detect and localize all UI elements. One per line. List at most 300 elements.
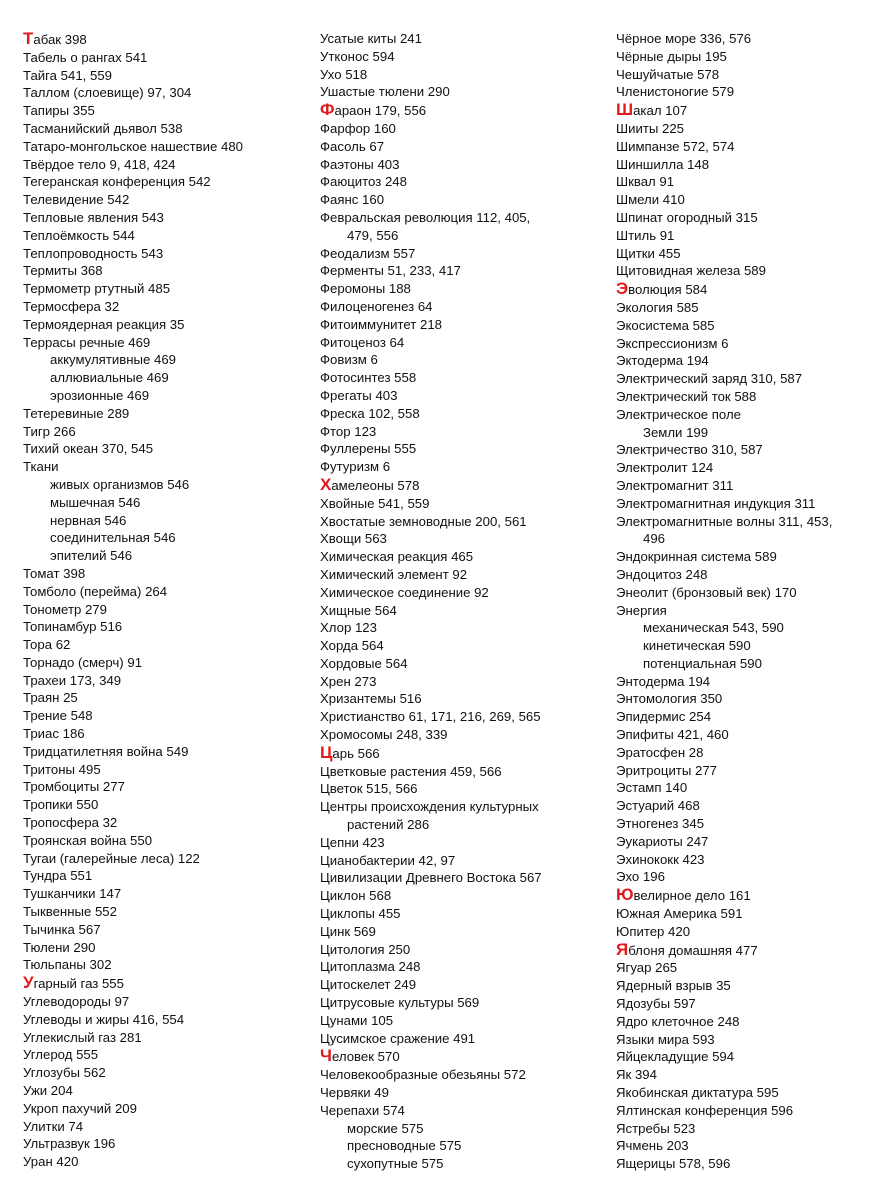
- entry-text: Тасманийский дьявол 538: [23, 120, 183, 136]
- index-entry: [616, 1102, 888, 1120]
- index-entry: [23, 67, 313, 85]
- entry-text: Хромосомы 248, 339: [320, 727, 448, 743]
- entry-text: Фаюцитоз 248: [320, 174, 407, 190]
- entry-text: Фреска 102, 558: [320, 405, 420, 421]
- entry-text: Христианство 61, 171, 216, 269, 565: [320, 709, 541, 725]
- index-entry: [320, 655, 610, 673]
- index-entry: [23, 102, 313, 120]
- entry-text: Ядозубы 597: [616, 996, 696, 1012]
- entry-text: Ультразвук 196: [23, 1136, 116, 1152]
- entry-text: Тигр 266: [23, 423, 76, 439]
- entry-text: Цусимское сражение 491: [320, 1030, 476, 1046]
- index-entry: [23, 298, 313, 316]
- entry-text: Цепни 423: [320, 834, 385, 850]
- index-entry: [23, 1100, 313, 1118]
- entry-text: Фитоиммунитет 218: [320, 316, 443, 332]
- entry-text: Тромбоциты 277: [23, 779, 125, 795]
- entry-text: Тайга 541, 559: [23, 67, 113, 83]
- entry-text: Хвойные 541, 559: [320, 495, 430, 511]
- index-entry: [23, 956, 313, 974]
- index-entry: [616, 66, 888, 84]
- entry-text: акал 107: [633, 103, 688, 119]
- index-entry: [616, 120, 888, 138]
- index-entry: [616, 1137, 888, 1155]
- index-letter-entry: [616, 886, 888, 905]
- entry-text: Фовизм 6: [320, 352, 378, 368]
- entry-text: Тычинка 567: [23, 921, 101, 937]
- index-entry: [23, 903, 313, 921]
- entry-text: живых организмов 546: [50, 476, 190, 492]
- index-entry: [23, 280, 313, 298]
- index-column-2: [320, 30, 610, 1173]
- index-entry-continuation: [320, 816, 610, 834]
- entry-text: Червяки 49: [320, 1085, 389, 1101]
- entry-text: пресноводные 575: [347, 1138, 462, 1154]
- index-entry: [320, 316, 610, 334]
- entry-text: Шпинат огородный 315: [616, 209, 758, 225]
- index-entry: [616, 459, 888, 477]
- index-entry: [616, 762, 888, 780]
- section-initial-letter: Э: [616, 279, 629, 299]
- index-entry: [320, 690, 610, 708]
- entry-text: блоня домашняя 477: [628, 942, 758, 958]
- entry-text: Тушканчики 147: [23, 886, 122, 902]
- index-entry: [23, 1153, 313, 1171]
- index-entry: [23, 227, 313, 245]
- index-entry: [320, 852, 610, 870]
- entry-text: Экология 585: [616, 299, 699, 315]
- entry-text: Фасоль 67: [320, 138, 385, 154]
- entry-text: Цианобактерии 42, 97: [320, 852, 456, 868]
- entry-text: Хризантемы 516: [320, 691, 422, 707]
- entry-text: Томат 398: [23, 565, 86, 581]
- index-entry: [23, 1082, 313, 1100]
- index-subentry: [23, 387, 313, 405]
- index-entry: [320, 673, 610, 691]
- entry-text: Хвощи 563: [320, 531, 387, 547]
- entry-text: Хвостатые земноводные 200, 561: [320, 513, 527, 529]
- entry-text: Яйцекладущие 594: [616, 1049, 735, 1065]
- entry-text: Шиншилла 148: [616, 156, 710, 172]
- index-entry: [320, 458, 610, 476]
- index-entry: [23, 423, 313, 441]
- index-entry: [23, 672, 313, 690]
- index-entry: [320, 708, 610, 726]
- index-entry: [616, 317, 888, 335]
- index-entry: [23, 1046, 313, 1064]
- index-entry: [616, 566, 888, 584]
- section-initial-letter: У: [23, 973, 34, 993]
- entry-text: Твёрдое тело 9, 418, 424: [23, 156, 176, 172]
- entry-text: Тетеревиные 289: [23, 405, 130, 421]
- index-entry: [23, 1135, 313, 1153]
- index-entry: [320, 834, 610, 852]
- entry-text: Ужи 204: [23, 1083, 73, 1099]
- entry-text: Химическое соединение 92: [320, 584, 489, 600]
- entry-text: велирное дело 161: [633, 888, 751, 904]
- entry-text: Эритроциты 277: [616, 762, 717, 778]
- entry-text: Утконос 594: [320, 48, 395, 64]
- entry-text: Эндокринная система 589: [616, 549, 777, 565]
- index-entry: [616, 209, 888, 227]
- section-initial-letter: Ф: [320, 100, 335, 120]
- index-entry: [23, 814, 313, 832]
- entry-text: Шмели 410: [616, 192, 685, 208]
- entry-text: Цитоскелет 249: [320, 977, 417, 993]
- index-entry: [320, 763, 610, 781]
- entry-text: Эхо 196: [616, 869, 665, 885]
- entry-text: Феодализм 557: [320, 245, 416, 261]
- index-entry: [616, 1031, 888, 1049]
- index-entry: [616, 388, 888, 406]
- index-entry: [616, 851, 888, 869]
- index-entry: [320, 566, 610, 584]
- entry-text: Тыквенные 552: [23, 904, 117, 920]
- entry-text: Энеолит (бронзовый век) 170: [616, 584, 797, 600]
- entry-text: Южная Америка 591: [616, 906, 743, 922]
- index-entry: [23, 583, 313, 601]
- entry-text: абак 398: [33, 32, 87, 47]
- entry-text: Этногенез 345: [616, 816, 705, 832]
- entry-text: мышечная 546: [50, 494, 141, 510]
- entry-text: растений 286: [347, 817, 430, 833]
- entry-text: Фуллерены 555: [320, 441, 417, 457]
- entry-text: сухопутные 575: [347, 1156, 444, 1172]
- entry-text: Тугаи (галерейные леса) 122: [23, 850, 200, 866]
- entry-text: Электричество 310, 587: [616, 442, 763, 458]
- index-entry: [616, 1084, 888, 1102]
- entry-text: Хорда 564: [320, 638, 384, 654]
- index-subentry: [23, 494, 313, 512]
- entry-text: Цитология 250: [320, 941, 411, 957]
- entry-text: Як 394: [616, 1067, 657, 1083]
- entry-text: Тюлени 290: [23, 939, 96, 955]
- entry-text: Химическая реакция 465: [320, 549, 474, 565]
- entry-text: Эстамп 140: [616, 780, 688, 796]
- entry-text: Экосистема 585: [616, 317, 715, 333]
- entry-text: Хищные 564: [320, 602, 397, 618]
- index-entry: [23, 565, 313, 583]
- entry-text: Цунами 105: [320, 1012, 394, 1028]
- entry-text: механическая 543, 590: [643, 620, 784, 636]
- index-entry: [320, 351, 610, 369]
- entry-text: Углозубы 562: [23, 1065, 106, 1081]
- index-letter-entry: [320, 476, 610, 495]
- entry-text: Тонометр 279: [23, 601, 107, 617]
- entry-text: Энергия: [616, 602, 667, 618]
- index-subentry: [23, 547, 313, 565]
- index-entry: [320, 245, 610, 263]
- entry-text: Электрический ток 588: [616, 388, 757, 404]
- entry-text: Центры происхождения культурных: [320, 799, 539, 815]
- section-initial-letter: Ш: [616, 100, 634, 120]
- entry-text: Цинк 569: [320, 923, 376, 939]
- section-initial-letter: Ц: [320, 742, 333, 762]
- index-entry: [23, 334, 313, 352]
- index-entry: [320, 191, 610, 209]
- entry-text: Тропики 550: [23, 797, 99, 813]
- index-entry: [616, 299, 888, 317]
- index-entry: [320, 905, 610, 923]
- index-entry: [616, 173, 888, 191]
- index-entry: [616, 833, 888, 851]
- entry-text: Тапиры 355: [23, 103, 95, 119]
- entry-text: Энтомология 350: [616, 691, 723, 707]
- entry-text: Углеводы и жиры 416, 554: [23, 1011, 185, 1027]
- index-entry: [616, 690, 888, 708]
- index-entry: [320, 405, 610, 423]
- index-entry: [616, 1066, 888, 1084]
- index-entry: [616, 1120, 888, 1138]
- index-entry: [616, 48, 888, 66]
- index-entry: [23, 832, 313, 850]
- entry-text: Цветок 515, 566: [320, 781, 418, 797]
- entry-text: Тегеранская конференция 542: [23, 174, 211, 190]
- entry-text: Ястребы 523: [616, 1120, 696, 1136]
- index-entry: [23, 138, 313, 156]
- entry-text: эпителий 546: [50, 548, 133, 564]
- entry-text: Уран 420: [23, 1154, 79, 1170]
- index-entry: [616, 513, 888, 531]
- entry-text: Тритоны 495: [23, 761, 101, 777]
- index-entry: [23, 84, 313, 102]
- entry-text: Ткани: [23, 459, 59, 475]
- index-entry: [320, 48, 610, 66]
- entry-text: кинетическая 590: [643, 638, 751, 654]
- entry-text: Термосфера 32: [23, 298, 120, 314]
- entry-text: Террасы речные 469: [23, 334, 151, 350]
- entry-text: Ядро клеточное 248: [616, 1013, 740, 1029]
- index-entry: [616, 370, 888, 388]
- index-entry: [23, 156, 313, 174]
- entry-text: Траян 25: [23, 690, 78, 706]
- entry-text: Хордовые 564: [320, 655, 408, 671]
- entry-text: Чёрные дыры 195: [616, 48, 727, 64]
- index-entry: [320, 83, 610, 101]
- entry-text: Цветковые растения 459, 566: [320, 763, 502, 779]
- entry-text: амелеоны 578: [331, 477, 420, 493]
- section-initial-letter: Х: [320, 474, 332, 494]
- entry-text: потенциальная 590: [643, 655, 762, 671]
- entry-text: Щитовидная железа 589: [616, 263, 766, 279]
- index-entry: [320, 120, 610, 138]
- entry-text: Шимпанзе 572, 574: [616, 138, 735, 154]
- index-entry: [616, 191, 888, 209]
- index-entry: [23, 245, 313, 263]
- index-entry: [616, 905, 888, 923]
- entry-text: Трение 548: [23, 708, 93, 724]
- index-entry: [616, 262, 888, 280]
- entry-text: Телевидение 542: [23, 192, 130, 208]
- index-entry: [23, 867, 313, 885]
- index-entry: [23, 458, 313, 476]
- index-entry: [23, 618, 313, 636]
- index-letter-entry: [616, 941, 888, 960]
- index-entry: [320, 619, 610, 637]
- index-entry: [23, 191, 313, 209]
- entry-text: Экспрессионизм 6: [616, 335, 729, 351]
- entry-text: арь 566: [332, 745, 380, 761]
- entry-text: Тридцатилетняя война 549: [23, 743, 189, 759]
- index-entry: [23, 850, 313, 868]
- entry-text: Химический элемент 92: [320, 566, 468, 582]
- entry-text: Термометр ртутный 485: [23, 281, 171, 297]
- entry-text: Хрен 273: [320, 673, 377, 689]
- index-letter-entry: [320, 1047, 610, 1066]
- index-entry: [320, 923, 610, 941]
- index-column-1: [23, 30, 313, 1171]
- entry-text: Шквал 91: [616, 174, 675, 190]
- index-entry: [23, 743, 313, 761]
- index-entry: [320, 726, 610, 744]
- entry-text: Электромагнит 311: [616, 477, 734, 493]
- entry-text: Томболо (перейма) 264: [23, 583, 168, 599]
- entry-text: Фитоценоз 64: [320, 334, 405, 350]
- index-entry: [616, 708, 888, 726]
- index-entry: [616, 923, 888, 941]
- index-entry: [616, 335, 888, 353]
- entry-text: Теплоёмкость 544: [23, 227, 135, 243]
- entry-text: Ферменты 51, 233, 417: [320, 263, 461, 279]
- entry-text: Термоядерная реакция 35: [23, 316, 185, 332]
- index-entry: [320, 495, 610, 513]
- entry-text: Хлор 123: [320, 620, 377, 636]
- entry-text: нервная 546: [50, 512, 127, 528]
- index-entry: [320, 1066, 610, 1084]
- index-entry: [616, 797, 888, 815]
- entry-text: Юпитер 420: [616, 923, 691, 939]
- index-entry: [616, 227, 888, 245]
- entry-text: Торнадо (смерч) 91: [23, 654, 143, 670]
- entry-text: Языки мира 593: [616, 1031, 715, 1047]
- entry-text: Филоценогенез 64: [320, 298, 433, 314]
- index-entry: [23, 262, 313, 280]
- entry-text: Фтор 123: [320, 423, 377, 439]
- index-entry: [320, 1084, 610, 1102]
- index-entry: [616, 441, 888, 459]
- index-entry: [616, 959, 888, 977]
- index-entry: [616, 1048, 888, 1066]
- entry-text: Эпидермис 254: [616, 709, 712, 725]
- index-entry: [616, 138, 888, 156]
- index-letter-entry: [320, 744, 610, 763]
- entry-text: Тундра 551: [23, 868, 93, 884]
- entry-text: Углерод 555: [23, 1047, 99, 1063]
- entry-text: Якобинская диктатура 595: [616, 1085, 779, 1101]
- index-entry: [23, 405, 313, 423]
- entry-text: Тропосфера 32: [23, 815, 118, 831]
- entry-text: Эндоцитоз 248: [616, 566, 708, 582]
- index-entry: [320, 262, 610, 280]
- index-entry: [320, 440, 610, 458]
- entry-text: Эпифиты 421, 460: [616, 727, 729, 743]
- index-entry: [23, 49, 313, 67]
- index-entry-continuation: [616, 530, 888, 548]
- index-entry: [23, 209, 313, 227]
- index-entry: [23, 796, 313, 814]
- index-subentry: [320, 1137, 610, 1155]
- index-entry: [23, 725, 313, 743]
- index-subentry: [23, 476, 313, 494]
- entry-text: Фаэтоны 403: [320, 156, 400, 172]
- entry-text: Фарфор 160: [320, 120, 396, 136]
- index-entry: [616, 779, 888, 797]
- index-entry-continuation: [320, 227, 610, 245]
- index-letter-entry: [23, 974, 313, 993]
- entry-text: Эстуарий 468: [616, 798, 700, 814]
- entry-text: Табель о рангах 541: [23, 49, 148, 65]
- index-entry: [320, 958, 610, 976]
- index-entry: [616, 156, 888, 174]
- entry-text: Электрическое поле: [616, 406, 741, 422]
- index-entry: [320, 994, 610, 1012]
- index-entry: [616, 744, 888, 762]
- index-entry: [616, 584, 888, 602]
- entry-text: еловек 570: [331, 1049, 400, 1065]
- index-entry: [23, 778, 313, 796]
- entry-text: Тихий океан 370, 545: [23, 441, 154, 457]
- index-entry: [616, 406, 888, 424]
- entry-text: Ягуар 265: [616, 960, 678, 976]
- entry-text: Цивилизации Древнего Востока 567: [320, 870, 542, 886]
- entry-text: 496: [643, 531, 666, 547]
- index-entry: [23, 689, 313, 707]
- index-entry: [320, 423, 610, 441]
- index-subentry: [616, 619, 888, 637]
- index-entry: [616, 245, 888, 263]
- index-entry: [23, 921, 313, 939]
- index-letter-entry: [23, 30, 313, 49]
- entry-text: волюция 584: [628, 282, 708, 298]
- index-letter-entry: [616, 280, 888, 299]
- index-entry: [23, 707, 313, 725]
- entry-text: Черепахи 574: [320, 1102, 405, 1118]
- index-entry: [320, 780, 610, 798]
- index-entry: [320, 280, 610, 298]
- entry-text: Углеводороды 97: [23, 994, 130, 1010]
- entry-text: араон 179, 556: [334, 103, 427, 119]
- section-initial-letter: Я: [616, 939, 629, 959]
- index-entry: [23, 316, 313, 334]
- entry-text: гарный газ 555: [33, 976, 124, 992]
- index-entry: [616, 352, 888, 370]
- index-entry: [616, 673, 888, 691]
- index-subentry: [23, 512, 313, 530]
- entry-text: Теплопроводность 543: [23, 245, 164, 261]
- index-entry: [320, 548, 610, 566]
- index-entry: [23, 120, 313, 138]
- entry-text: Фотосинтез 558: [320, 370, 417, 386]
- index-entry: [320, 1030, 610, 1048]
- index-entry: [616, 1155, 888, 1173]
- index-entry: [23, 1118, 313, 1136]
- index-entry: [320, 369, 610, 387]
- entry-text: Февральская революция 112, 405,: [320, 209, 531, 225]
- entry-text: Эратосфен 28: [616, 744, 704, 760]
- index-entry: [320, 298, 610, 316]
- entry-text: 479, 556: [347, 227, 399, 243]
- entry-text: Щитки 455: [616, 245, 681, 261]
- entry-text: Ячмень 203: [616, 1138, 689, 1154]
- index-entry: [616, 1013, 888, 1031]
- index-subentry: [320, 1155, 610, 1173]
- entry-text: Триас 186: [23, 726, 85, 742]
- index-entry: [320, 584, 610, 602]
- index-entry: [320, 138, 610, 156]
- entry-text: Углекислый газ 281: [23, 1029, 142, 1045]
- index-entry: [616, 726, 888, 744]
- index-entry: [320, 387, 610, 405]
